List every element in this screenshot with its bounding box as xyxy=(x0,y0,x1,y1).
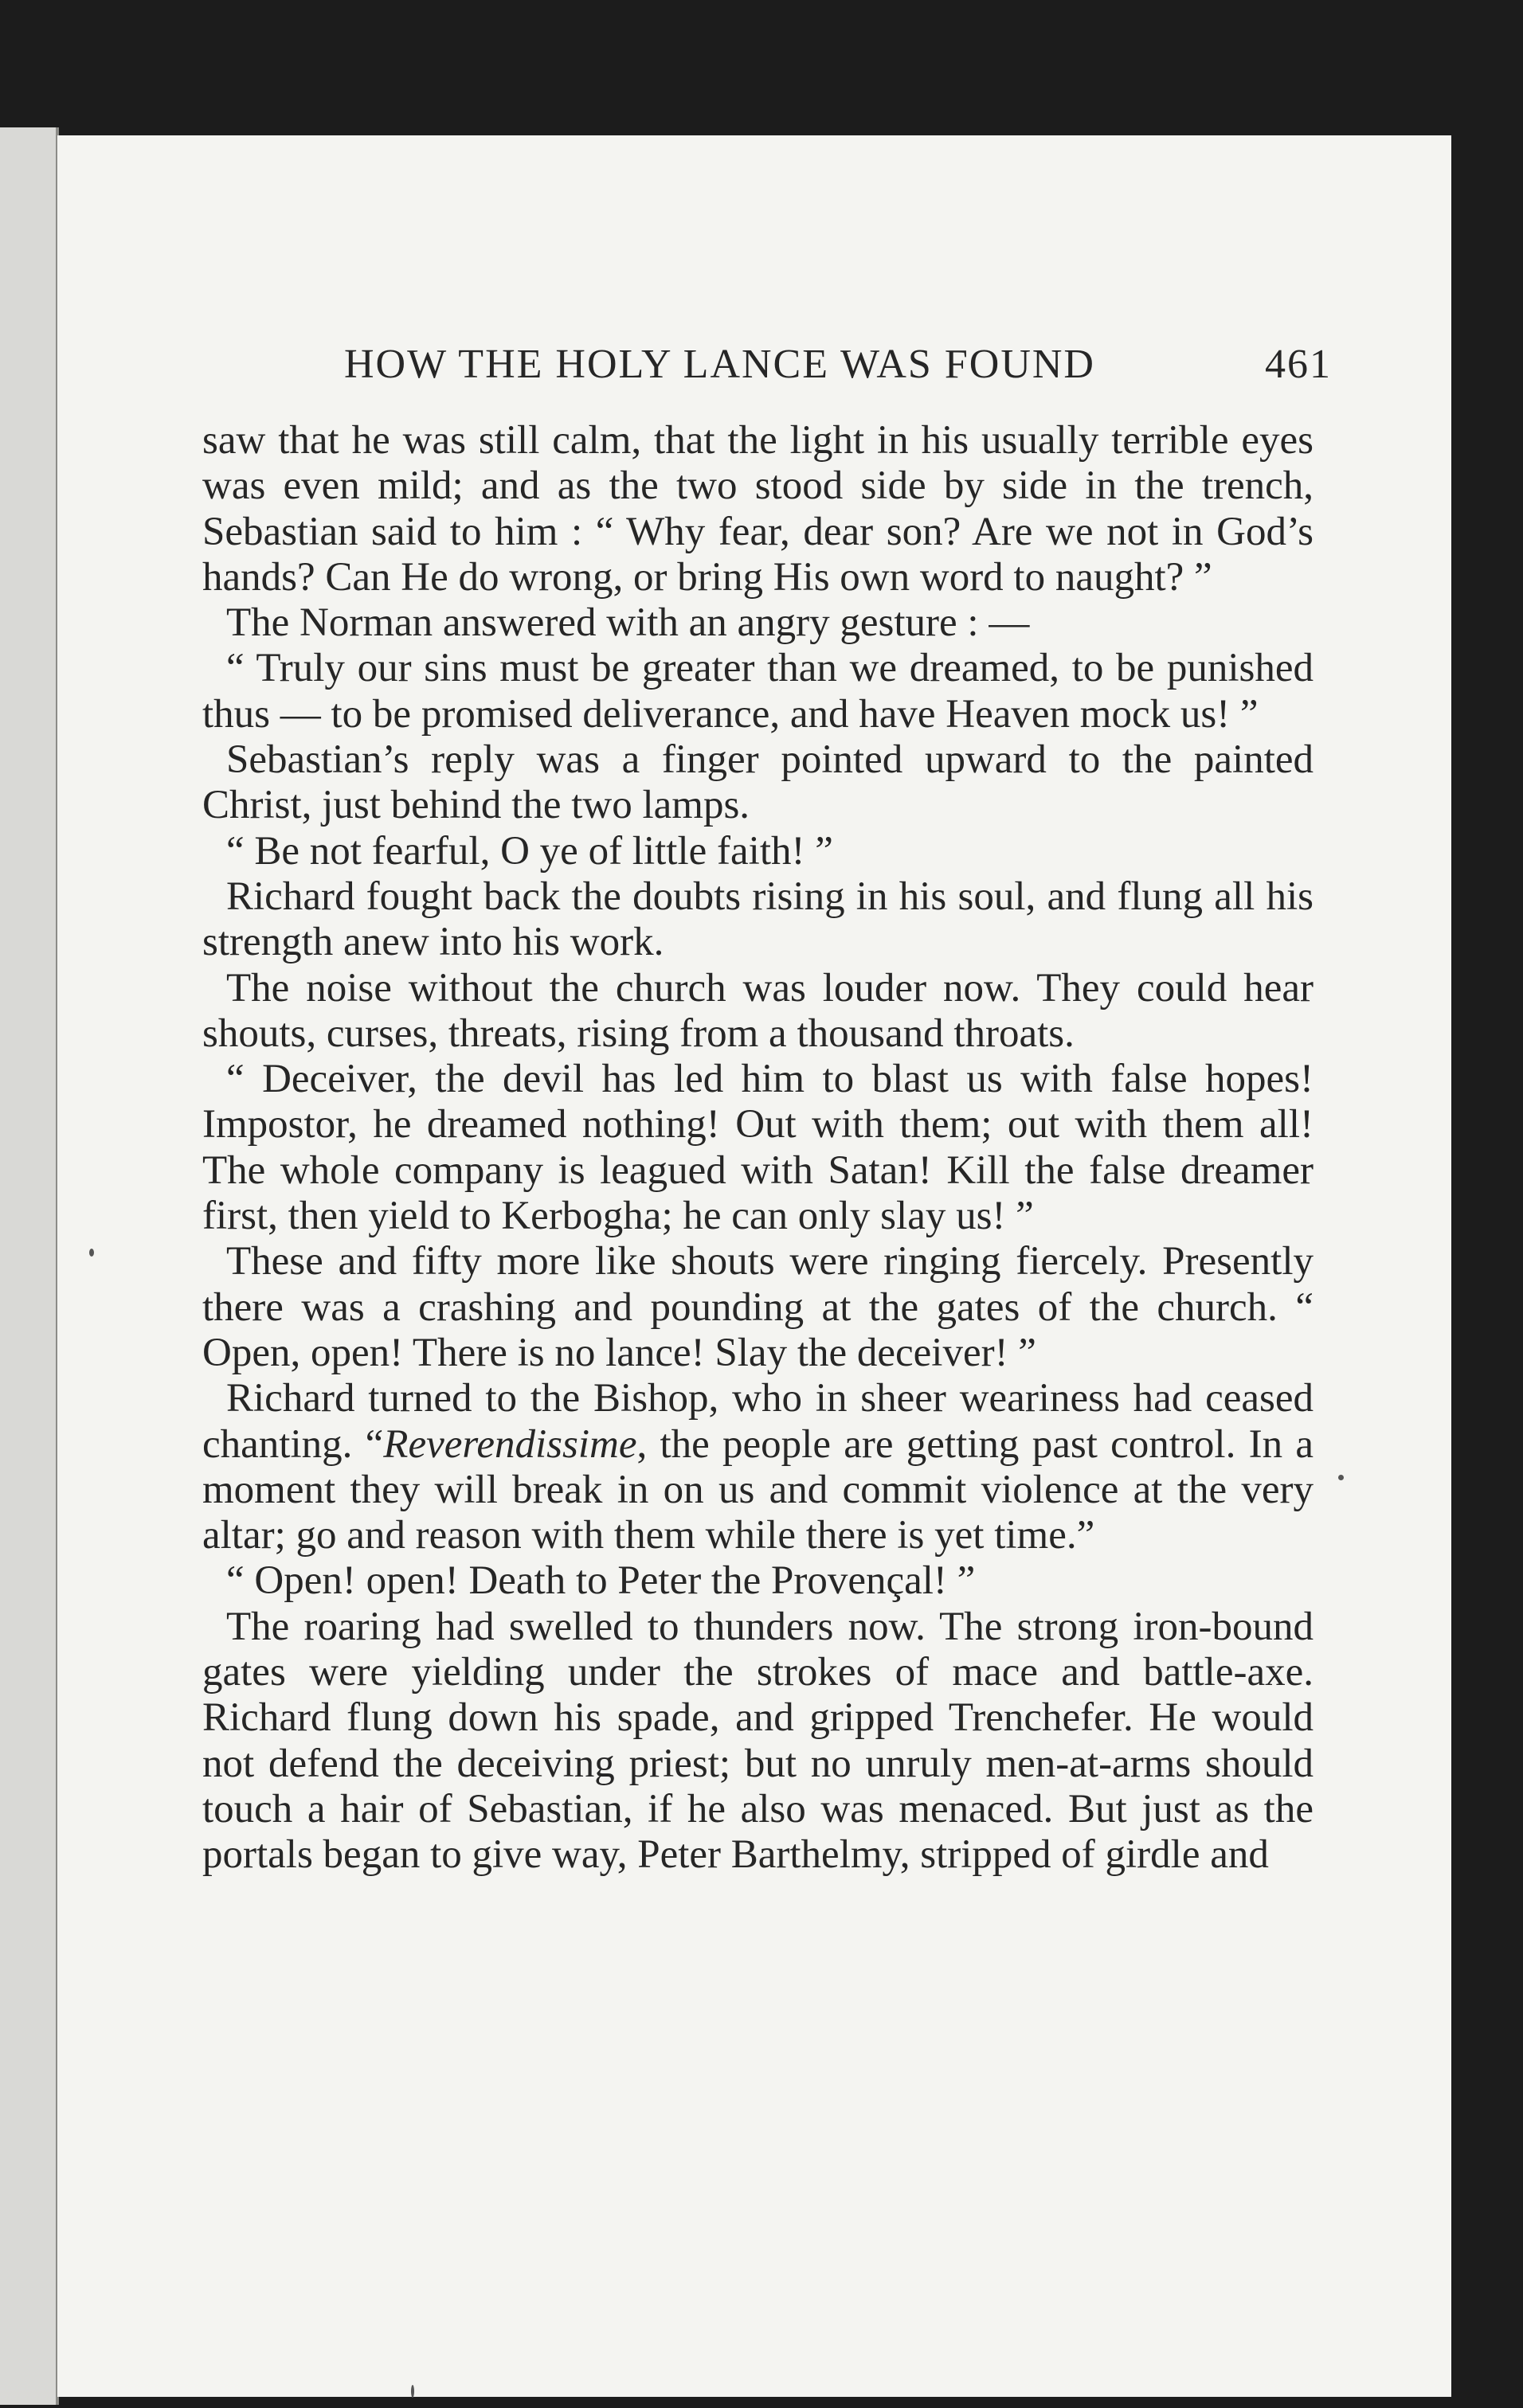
paragraph-text: Richard turned to the Bishop, who in sheer weariness had ceased chanting. xyxy=(202,1376,1314,1467)
paragraph-text: , the people are getting past control. In a moment they will break in on us and commit violence at the very altar; go and reason with them while there is yet time.” xyxy=(202,1421,1314,1558)
paragraph: Richard fought back the doubts rising in his soul, and flung all his strength anew into his work. xyxy=(202,874,1314,965)
paragraph: The roaring had swelled to thunders now. The strong iron-bound gates were yielding under the strokes of mace and battle-axe. Richard flung down his spade, and gripped Trenchefer. He would not defend the deceiving priest; but no unruly men-at-arms should touch a hair of Sebastian, if he also was menaced. But just as the portals began to give way, Peter Barthelmy, stripped of girdle and xyxy=(202,1604,1314,1878)
open-quote: “ xyxy=(365,1421,384,1467)
paragraph: “ Be not fearful, O ye of little faith! ” xyxy=(226,828,833,874)
paragraph: The Norman answered with an angry gesture : — xyxy=(226,600,1030,646)
dust-speck xyxy=(89,1249,94,1257)
paragraph: “ Open! open! Death to Peter the Provençal! ” xyxy=(226,1558,976,1604)
paragraph: “ Deceiver, the devil has led him to blast us with false hopes! Impostor, he dreamed nothing! Out with them; out with them all! The whole company is leagued with Satan! Kill the false dreamer first, then yield to Kerbogha; he can only slay us! ” xyxy=(202,1057,1314,1239)
paragraph: saw that he was still calm, that the light in his usually terrible eyes was even mild; and as the two stood side by side in the trench, Sebastian said to him : “ Why fear, dear son? Are we not in God’s hands? Can He do wrong, or bring His own word to naught? ” xyxy=(202,418,1314,600)
paragraph: “ Truly our sins must be greater than we dreamed, to be punished thus — to be promised deliverance, and have Heaven mock us! ” xyxy=(202,646,1314,737)
paragraph xyxy=(202,1376,1314,1558)
body-text xyxy=(202,418,1314,1878)
italic-word: Reverendissime xyxy=(383,1421,637,1467)
facing-page-edge xyxy=(0,127,59,2405)
dust-speck xyxy=(411,2385,414,2398)
dust-speck xyxy=(1338,1475,1344,1480)
page-number: 461 xyxy=(1265,342,1332,387)
paragraph: The noise without the church was louder now. They could hear shouts, curses, threats, rising from a thousand throats. xyxy=(202,965,1314,1056)
book-page xyxy=(57,135,1451,2397)
running-title: HOW THE HOLY LANCE WAS FOUND xyxy=(344,342,1095,387)
paragraph: These and fifty more like shouts were ringing fiercely. Presently there was a crashing and pounding at the gates of the church. “ Open, open! There is no lance! Slay the deceiver! ” xyxy=(202,1239,1314,1375)
paragraph: Sebastian’s reply was a finger pointed upward to the painted Christ, just behind the two lamps. xyxy=(202,737,1314,828)
